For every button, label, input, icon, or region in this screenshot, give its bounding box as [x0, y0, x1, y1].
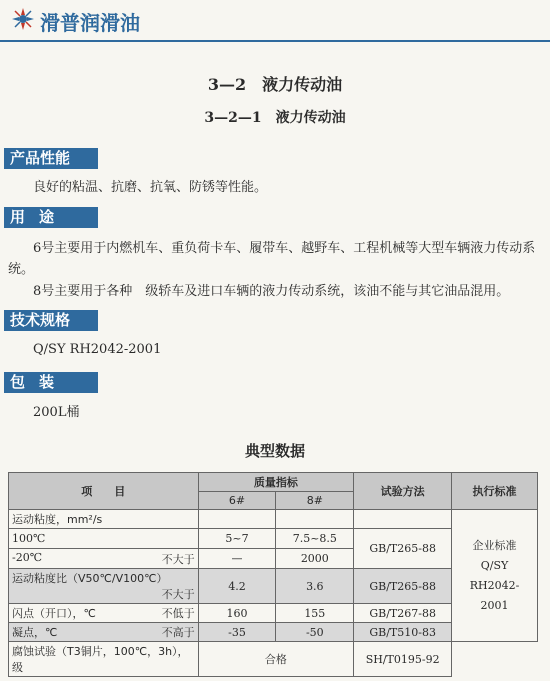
method-cell: GB/T265-88 [354, 529, 452, 569]
value-6: 5~7 [198, 529, 276, 549]
row-name: 腐蚀试验（T3铜片，100℃，3h），级 [9, 642, 199, 677]
packing-text: 200L桶 [33, 405, 80, 420]
method-cell: SH/T0195-92 [354, 642, 452, 677]
row-name: 凝点，℃ [12, 626, 58, 639]
spec-text: Q/SY RH2042-2001 [33, 342, 162, 357]
table-row [9, 642, 538, 677]
section-label-usage: 用途 [4, 207, 98, 228]
usage-paragraph-1: 6号主要用于内燃机车、重负荷卡车、履带车、越野车、工程机械等大型车辆液力传动系统。 [8, 241, 536, 277]
viscosity-label: 运动粘度，mm²/s [9, 510, 199, 529]
section-label-spec: 技术规格 [4, 310, 98, 331]
method-cell: GB/T265-88 [354, 569, 452, 604]
page-header [0, 0, 550, 42]
header-quality: 质量指标 [198, 473, 354, 492]
row-qualifier: 不大于 [161, 552, 195, 566]
row-name: 运动粘度比（V50℃/V100℃） [12, 572, 168, 585]
header-method: 试验方法 [354, 473, 452, 510]
header-standard: 执行标准 [452, 473, 538, 510]
row-qualifier: 不低于 [161, 607, 195, 620]
method-cell: GB/T267-88 [354, 604, 452, 623]
typical-data-table [8, 472, 538, 677]
header-grade-6: 6# [198, 492, 276, 510]
value-6: -35 [198, 623, 276, 642]
value-8: -50 [276, 623, 354, 642]
value-8: 3.6 [276, 569, 354, 604]
standard-line-3: 2001 [480, 598, 509, 612]
row-qualifier: 不大于 [161, 588, 195, 601]
value-8: 155 [276, 604, 354, 623]
lubricant-logo-icon [8, 6, 38, 32]
usage-paragraph-2: 8号主要用于各种 级轿车及进口车辆的液力传动系统，该油不能与其它油品混用。 [33, 284, 510, 299]
chapter-title: 3—2 液力传动油 [207, 75, 343, 94]
standard-cell [452, 510, 538, 642]
value-6: 4.2 [198, 569, 276, 604]
performance-text: 良好的粘温、抗磨、抗氧、防锈等性能。 [33, 180, 268, 195]
row-name: -20℃ [12, 550, 43, 564]
value-6: 160 [198, 604, 276, 623]
row-name: 闪点（开口），℃ [12, 607, 96, 620]
typical-data-title: 典型数据 [244, 442, 305, 460]
standard-line-2: Q/SY RH2042- [469, 558, 520, 592]
row-qualifier: 不高于 [161, 626, 195, 639]
value-merged: 合格 [198, 642, 354, 677]
header-item: 项 目 [9, 473, 199, 510]
value-6: — [198, 549, 276, 569]
row-name: 100℃ [9, 529, 199, 549]
section-label-performance: 产品性能 [4, 148, 98, 169]
brand-name: 滑普润滑油 [40, 11, 140, 35]
standard-line-1: 企业标准 [472, 538, 517, 552]
method-cell: GB/T510-83 [354, 623, 452, 642]
value-8: 7.5~8.5 [276, 529, 354, 549]
header-grade-8: 8# [276, 492, 354, 510]
section-title: 3—2—1 液力传动油 [204, 110, 346, 126]
section-label-packing: 包装 [4, 372, 98, 393]
value-8: 2000 [276, 549, 354, 569]
